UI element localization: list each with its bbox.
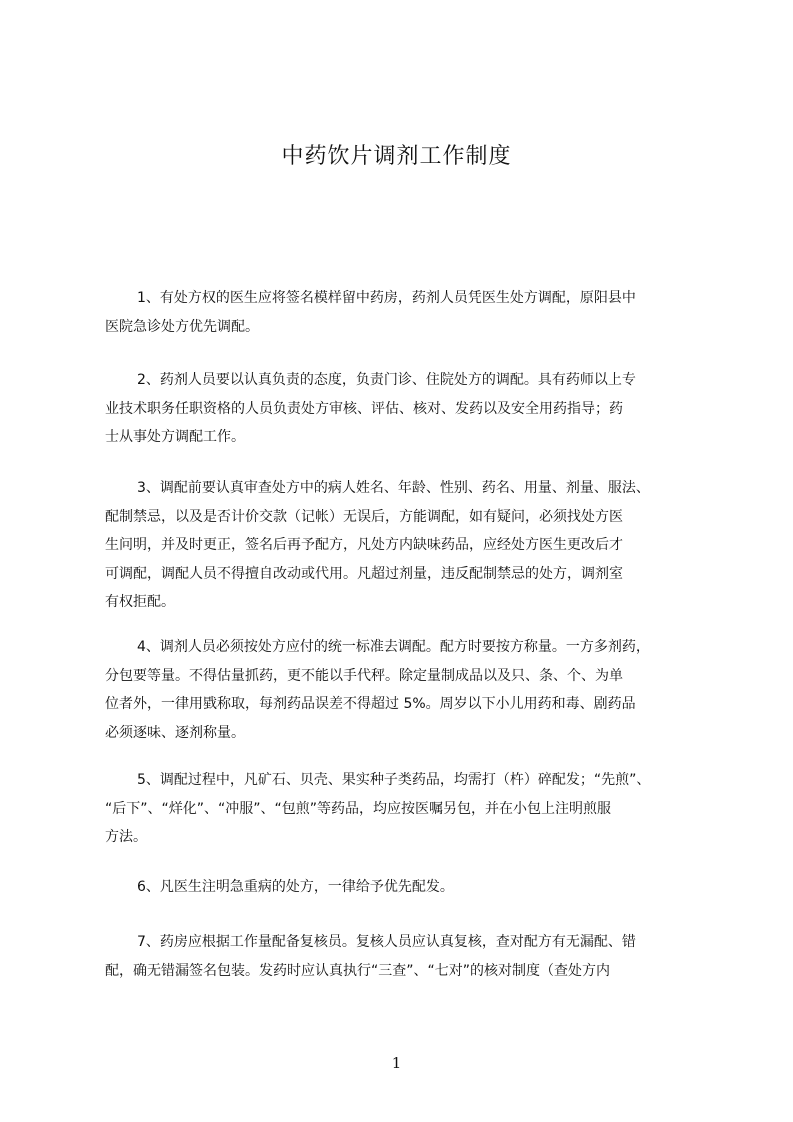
paragraph-1 — [105, 284, 725, 341]
paragraph-line: 7、药房应根据工作量配备复核员。复核人员应认真复核，查对配方有无漏配、错 — [137, 934, 636, 950]
paragraph-line: 1、有处方权的医生应将签名模样留中药房，药剂人员凭医生处方调配，原阳县中 — [137, 290, 636, 306]
paragraph-line: 分包要等量。不得估量抓药，更不能以手代秤。除定量制成品以及只、条、个、为单 — [105, 667, 623, 684]
paragraph-line: 业技术职务任职资格的人员负责处方审核、评估、核对、发药以及安全用药指导；药 — [105, 400, 623, 417]
paragraph-line: 生问明，并及时更正，签名后再予配方，凡处方内缺味药品，应经处方医生更改后才 — [105, 537, 623, 553]
paragraph-line: 2、药剂人员要以认真负责的态度，负责门诊、住院处方的调配。具有药师以上专 — [137, 372, 636, 388]
paragraph-line: 3、调配前要认真审查处方中的病人姓名、年龄、性别、药名、用量、剂量、服法、 — [137, 480, 650, 496]
paragraph-line: 方法。 — [105, 829, 147, 845]
paragraph-line: 5、调配过程中，凡矿石、贝壳、果实种子类药品，均需打（杵）碎配发；“先煎”、 — [137, 772, 651, 788]
paragraph-line: 位者外，一律用戥称取，每剂药品误差不得超过 5%。周岁以下小儿用药和毒、剧药品 — [105, 696, 636, 712]
paragraph-5 — [105, 766, 725, 852]
page-title: 中药饮片调剂工作制度 — [281, 144, 512, 169]
paragraph-3 — [105, 474, 725, 617]
paragraph-line: 士从事处方调配工作。 — [105, 429, 245, 445]
paragraph-6 — [105, 873, 725, 902]
paragraph-line: 有权拒配。 — [105, 594, 175, 610]
paragraph-4 — [105, 633, 725, 747]
page-number: 1 — [391, 1054, 402, 1072]
paragraph-line: 医院急诊处方优先调配。 — [105, 318, 259, 335]
paragraph-line: 4、调剂人员必须按处方应付的统一标准去调配。配方时要按方称量。一方多剂药， — [137, 639, 650, 655]
paragraph-2 — [105, 366, 725, 452]
paragraph-line: 必须逐味、逐剂称量。 — [105, 724, 245, 741]
paragraph-line: “后下”、“烊化”、“冲服”、“包煎”等药品，均应按医嘱另包，并在小包上注明煎服 — [105, 800, 612, 817]
paragraph-line: 配，确无错漏签名包装。发药时应认真执行“三查”、“七对”的核对制度（查处方内 — [105, 962, 611, 979]
paragraph-line: 可调配，调配人员不得擅自改动或代用。凡超过剂量，违反配制禁忌的处方，调剂室 — [105, 565, 623, 582]
paragraph-line: 6、凡医生注明急重病的处方，一律给予优先配发。 — [137, 879, 454, 895]
paragraph-7 — [105, 928, 725, 985]
paragraph-line: 配制禁忌，以及是否计价交款（记帐）无误后，方能调配，如有疑问，必须找处方医 — [105, 508, 623, 525]
